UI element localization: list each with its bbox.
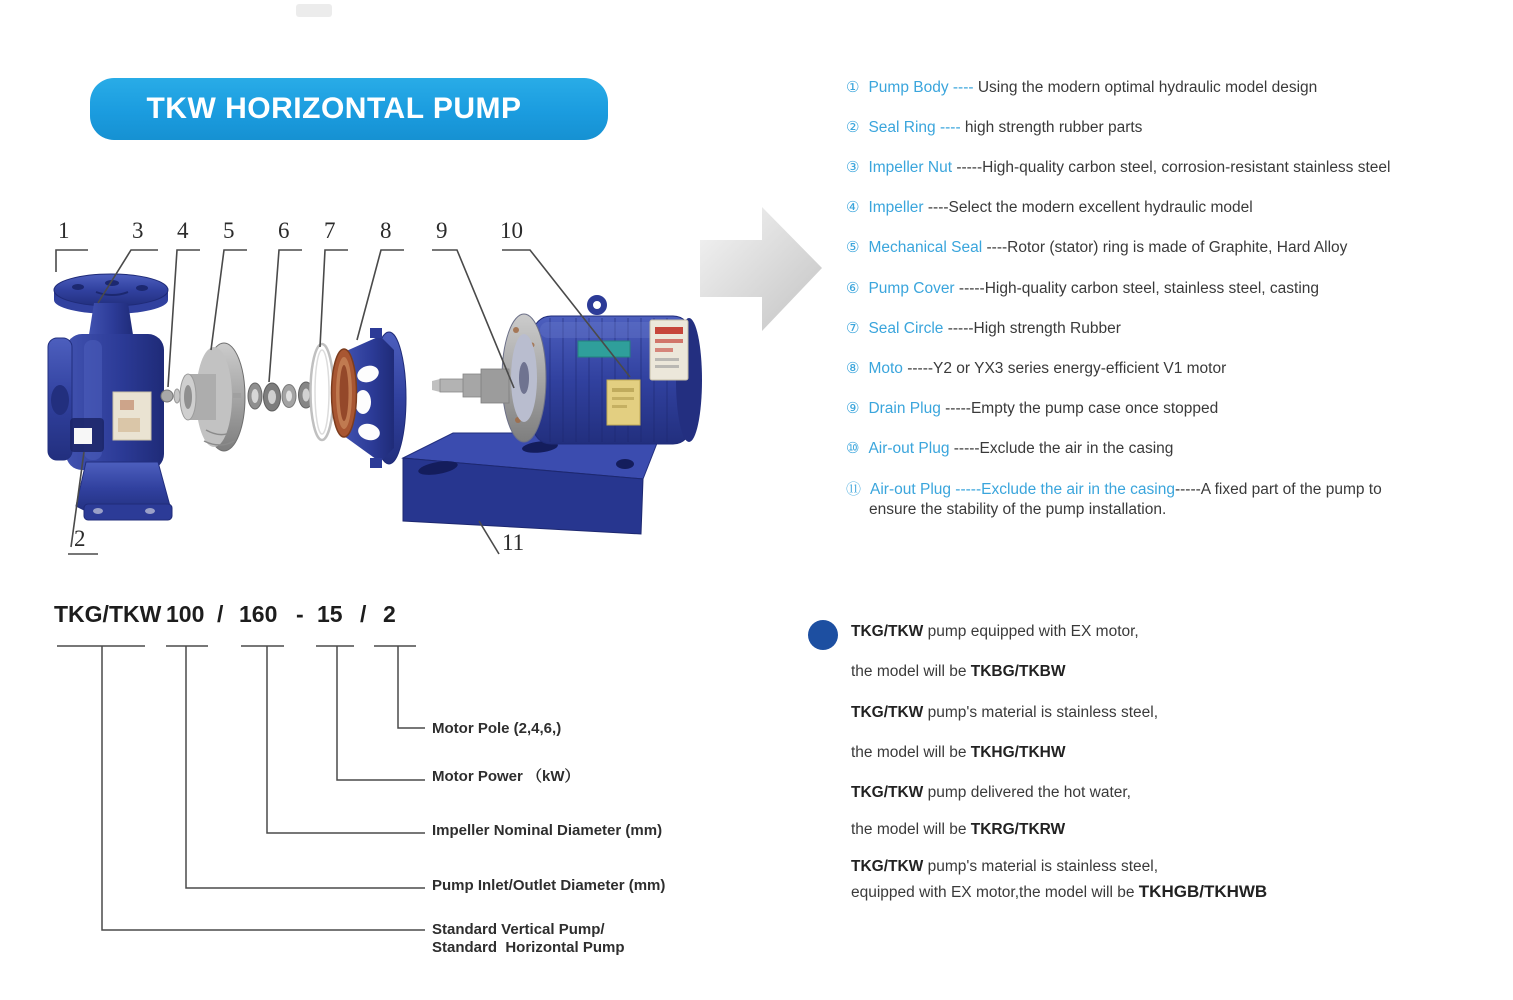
motor-illustration (432, 298, 702, 444)
item-number: ② (846, 119, 860, 136)
item-number: ④ (846, 199, 860, 216)
model-code-slash-2: / (360, 601, 367, 627)
model-code-impeller: 160 (239, 601, 278, 627)
part-name: Seal Circle (868, 320, 944, 337)
model-code-series: TKG/TKW (54, 601, 162, 627)
parts-list-item-7 (846, 319, 1121, 339)
part-number-8: 8 (380, 218, 392, 243)
item-number: ⑦ (846, 320, 860, 337)
model-code: TKBG/TKBW (970, 663, 1066, 680)
arrow-right-icon (700, 207, 822, 331)
variant-text: equipped with EX motor,the model will be (851, 884, 1139, 901)
label-impeller-diameter: Impeller Nominal Diameter (mm) (432, 822, 663, 839)
model-prefix: TKG/TKW (851, 858, 924, 875)
part-description: -----Empty the pump case once stopped (940, 400, 1219, 417)
parts-list-item-11-line2: ensure the stability of the pump installation. (869, 501, 1167, 518)
parts-list-item-2 (846, 118, 1142, 138)
variant-line-4 (851, 743, 1065, 763)
variant-text: the model will be (851, 663, 971, 680)
impeller-nut-illustration (161, 389, 180, 403)
variant-line-1 (851, 622, 1139, 642)
parts-list-item-1 (846, 78, 1317, 98)
part-description: -----High-quality carbon steel, corrosion-resistant stainless steel (952, 159, 1391, 176)
model-code-inlet: 100 (166, 601, 205, 627)
variant-text: pump equipped with EX motor, (923, 623, 1139, 640)
item-number: ① (846, 79, 860, 96)
variant-line-2 (851, 662, 1065, 682)
item-number: ⑧ (846, 360, 860, 377)
part-description: -----Exclude the air in the casing (949, 440, 1174, 457)
part-description: -----High-quality carbon steel, stainless steel, casting (954, 280, 1320, 297)
part-number-10: 10 (500, 218, 523, 243)
parts-list-item-4 (846, 198, 1253, 218)
motor-yellow-label (607, 380, 640, 425)
part-number-6: 6 (278, 218, 290, 243)
part-description: Using the modern optimal hydraulic model design (977, 79, 1318, 96)
parts-list-item-9 (846, 399, 1218, 419)
part-name: Mechanical Seal (868, 239, 983, 256)
part-number-5: 5 (223, 218, 235, 243)
variant-text: pump's material is stainless steel, (923, 858, 1159, 875)
model-code-power: 15 (317, 601, 343, 627)
part-name: Impeller Nut (868, 159, 953, 176)
variant-line-6 (851, 820, 1065, 840)
part-name: Moto (868, 360, 903, 377)
part-name: Pump Cover (868, 280, 955, 297)
part-name: Impeller (868, 199, 924, 216)
variant-text: the model will be (851, 744, 971, 761)
label-pump-type-line1: Standard Vertical Pump/ (432, 921, 605, 938)
variant-text: pump delivered the hot water, (923, 784, 1131, 801)
model-prefix: TKG/TKW (851, 704, 924, 721)
label-motor-pole: Motor Pole (2,4,6,) (432, 720, 562, 737)
mechanical-seal-illustration (248, 382, 314, 411)
part-name: Air-out Plug -----Exclude the air in the casing (870, 481, 1175, 498)
seal-circle-illustration (311, 344, 334, 440)
variant-line-7 (851, 857, 1158, 877)
model-code: TKHG/TKHW (970, 744, 1066, 761)
item-number: ⑪ (846, 481, 862, 498)
variant-text: pump's material is stainless steel, (923, 704, 1159, 721)
model-prefix: TKG/TKW (851, 623, 924, 640)
part-description: ----Rotor (stator) ring is made of Graphite, Hard Alloy (982, 239, 1348, 256)
part-number-7: 7 (324, 218, 336, 243)
part-description: -----Y2 or YX3 series energy-efficient V1 motor (902, 360, 1227, 377)
model-code-lines (57, 646, 425, 930)
item-number: ⑤ (846, 239, 860, 256)
page-title: TKW HORIZONTAL PUMP (146, 92, 522, 125)
label-pump-diameter: Pump Inlet/Outlet Diameter (mm) (432, 877, 666, 894)
part-description: -----A fixed part of the pump to (1174, 481, 1382, 498)
part-name: Pump Body ---- (868, 79, 978, 96)
label-motor-power: Motor Power （kW） (432, 768, 580, 785)
parts-list-item-3 (846, 158, 1390, 178)
pump-cover-illustration (332, 328, 407, 468)
part-name: Air-out Plug (868, 440, 950, 457)
shaft-illustration (432, 369, 509, 403)
part-number-4: 4 (177, 218, 189, 243)
label-pump-type-line2: Standard Horizontal Pump (432, 939, 625, 956)
model-prefix: TKG/TKW (851, 784, 924, 801)
parts-list-item-10 (846, 439, 1173, 459)
part-number-2: 2 (74, 526, 86, 551)
variant-line-5 (851, 783, 1131, 803)
impeller-illustration (180, 343, 245, 451)
parts-list-item-8 (846, 359, 1226, 379)
model-code-slash-1: / (217, 601, 224, 627)
model-code-pole: 2 (383, 601, 396, 627)
base-plate-illustration (403, 433, 661, 534)
part-name: Drain Plug (868, 400, 941, 417)
parts-list-item-5 (846, 238, 1347, 258)
variant-text: the model will be (851, 821, 971, 838)
title-banner (90, 78, 608, 140)
part-description: high strength rubber parts (964, 119, 1143, 136)
item-number: ⑥ (846, 280, 860, 297)
item-number: ⑩ (846, 440, 860, 457)
part-number-1: 1 (58, 218, 70, 243)
pump-body-label (113, 392, 151, 440)
variant-line-8 (851, 882, 1267, 903)
bullet-dot (808, 620, 838, 650)
model-code-dash: - (296, 601, 304, 627)
part-description: ----Select the modern excellent hydraulic model (923, 199, 1253, 216)
parts-list-item-6 (846, 279, 1319, 299)
parts-list-item-11 (846, 480, 1382, 500)
part-name: Seal Ring ---- (868, 119, 965, 136)
motor-red-label (650, 320, 688, 380)
part-number-9: 9 (436, 218, 448, 243)
model-code: TKHGB/TKHWB (1138, 882, 1268, 901)
variant-line-3 (851, 703, 1158, 723)
item-number: ③ (846, 159, 860, 176)
pump-body-illustration (48, 274, 172, 520)
item-number: ⑨ (846, 400, 860, 417)
part-number-3: 3 (132, 218, 144, 243)
model-code: TKRG/TKRW (970, 821, 1066, 838)
part-number-11: 11 (502, 530, 525, 555)
part-description: -----High strength Rubber (943, 320, 1121, 337)
